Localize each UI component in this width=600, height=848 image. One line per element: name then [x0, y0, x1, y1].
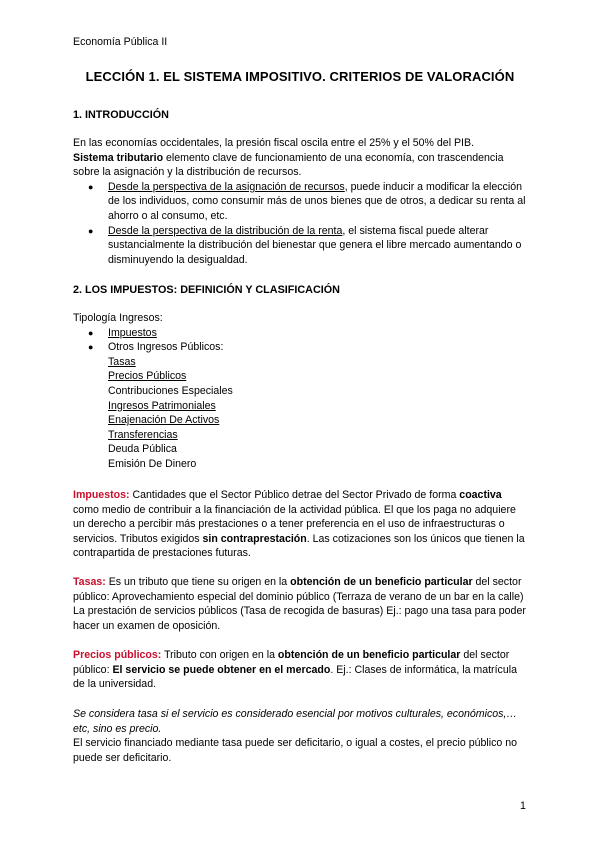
tasas-paragraph — [73, 575, 528, 633]
sub-item-text: Deuda Pública — [108, 443, 177, 456]
intro-paragraph-2 — [73, 151, 528, 180]
sub-item-text: Precios Públicos — [108, 370, 187, 383]
otros-ingresos-item: Otros Ingresos Públicos: — [108, 341, 224, 354]
sub-item-text: Emisión De Dinero — [108, 457, 197, 470]
bullet-underlined-text: Desde la perspectiva de la distribución de la renta — [108, 224, 343, 237]
section-1-heading: 1. INTRODUCCIÓN — [73, 109, 169, 121]
bullet-icon: ● — [88, 181, 94, 192]
list-item — [73, 326, 528, 341]
tipologia-block — [73, 311, 528, 472]
sub-list — [73, 355, 528, 472]
sub-item-transferencias — [108, 428, 528, 443]
closing-note — [73, 707, 528, 765]
sub-item-tasas — [108, 355, 528, 370]
plain-note: El servicio financiado mediante tasa puede ser deficitario, o igual a costes, el precio público no puede ser deficitario. — [73, 737, 518, 764]
sub-item-text: Tasas — [108, 355, 136, 368]
sub-item-ingresos-patrimoniales — [108, 399, 528, 414]
tasas-definition — [73, 575, 528, 633]
list-item — [73, 180, 528, 224]
list-item — [73, 340, 528, 355]
page-number: 1 — [520, 800, 526, 812]
bullet-underlined-text: Desde la perspectiva de la asignación de recursos — [108, 180, 345, 193]
section-2-heading: 2. LOS IMPUESTOS: DEFINICIÓN Y CLASIFICACIÓN — [73, 284, 340, 296]
running-header: Economía Pública II — [73, 36, 168, 48]
lesson-title: LECCIÓN 1. EL SISTEMA IMPOSITIVO. CRITERIOS DE VALORACIÓN — [85, 69, 515, 84]
sub-item-enajenacion — [108, 413, 528, 428]
precios-paragraph — [73, 648, 528, 692]
impuestos-definition — [73, 488, 528, 561]
sub-item-precios — [108, 369, 528, 384]
impuestos-item: Impuestos — [108, 326, 157, 339]
precios-bold-2: El servicio se puede obtener en el mercado — [112, 663, 331, 676]
impuestos-label: Impuestos: — [73, 489, 130, 501]
impuestos-paragraph — [73, 488, 528, 561]
intro-block — [73, 136, 528, 267]
precios-bold-1: obtención de un beneficio particular — [277, 649, 461, 661]
impuestos-text-1: Cantidades que el Sector Público detrae del Sector Privado de forma — [129, 489, 460, 501]
tasas-text-1: Es un tributo que tiene su origen en la — [105, 576, 291, 588]
bullet-text: , el sistema fiscal puede alterar sustancialmente la distribución del bienestar que genera el libre mercado aumentando o disminuyendo la desigualdad. — [108, 224, 522, 266]
list-item — [73, 224, 528, 268]
bullet-text: , puede inducir a modificar la elección de los individuos, como consumir más de unos bienes que de otros, a dedicar su renta al ahorro o al consumo, etc. — [108, 180, 526, 222]
sub-item-text: Contribuciones Especiales — [108, 384, 233, 397]
precios-label: Precios públicos: — [73, 649, 162, 661]
sistema-tributario-term: Sistema tributario — [73, 151, 164, 164]
sub-item-contribuciones — [108, 384, 528, 399]
impuestos-text-2: como medio de contribuir a la financiación de la actividad pública. El que los paga no adquiere un derecho a percibir más prestaciones o a tener preferencia en el uso de infraestructuras o servicios. Tributos exigidos — [73, 503, 516, 545]
bullet-icon: ● — [88, 327, 94, 338]
intro-paragraph-2-text: elemento clave de funcionamiento de una economía, con trascendencia sobre la asignación y la distribución de recursos. — [73, 151, 504, 179]
bullet-icon: ● — [88, 342, 94, 353]
tasas-text-2: del sector público: Aprovechamiento especial del dominio público (Terraza de verano de un bar en la calle) La prestación de servicios públicos (Tasa de recogida de basuras) Ej.: pago una tasa para poder hacer un examen de oposición. — [73, 576, 526, 632]
tasas-label: Tasas: — [73, 576, 106, 588]
impuestos-bold-2: sin contraprestación — [202, 532, 307, 545]
sub-item-text: Enajenación De Activos — [108, 414, 220, 427]
impuestos-bold-1: coactiva — [459, 489, 502, 501]
tasas-bold-1: obtención de un beneficio particular — [290, 576, 473, 588]
sub-item-deuda — [108, 442, 528, 457]
italic-note: Se considera tasa si el servicio es considerado esencial por motivos culturales, económicos,… etc, sino es precio. — [73, 708, 517, 735]
intro-paragraph-1: En las economías occidentales, la presión fiscal oscila entre el 25% y el 50% del PIB. — [73, 137, 475, 149]
precios-text-2: del sector público: — [73, 649, 510, 676]
sub-item-emision — [108, 457, 528, 472]
impuestos-text-3: . Las cotizaciones son los únicos que tienen la contrapartida de prestaciones futuras. — [73, 532, 525, 560]
sub-item-text: Ingresos Patrimoniales — [108, 399, 216, 412]
tipologia-label: Tipología Ingresos: — [73, 312, 163, 324]
precios-text-1: Tributo con origen en la — [161, 649, 278, 661]
bullet-icon: ● — [88, 225, 94, 236]
sub-item-text: Transferencias — [108, 428, 178, 441]
precios-text-3: . Ej.: Clases de informática, la matrícula de la universidad. — [73, 663, 517, 691]
precios-definition — [73, 648, 528, 692]
